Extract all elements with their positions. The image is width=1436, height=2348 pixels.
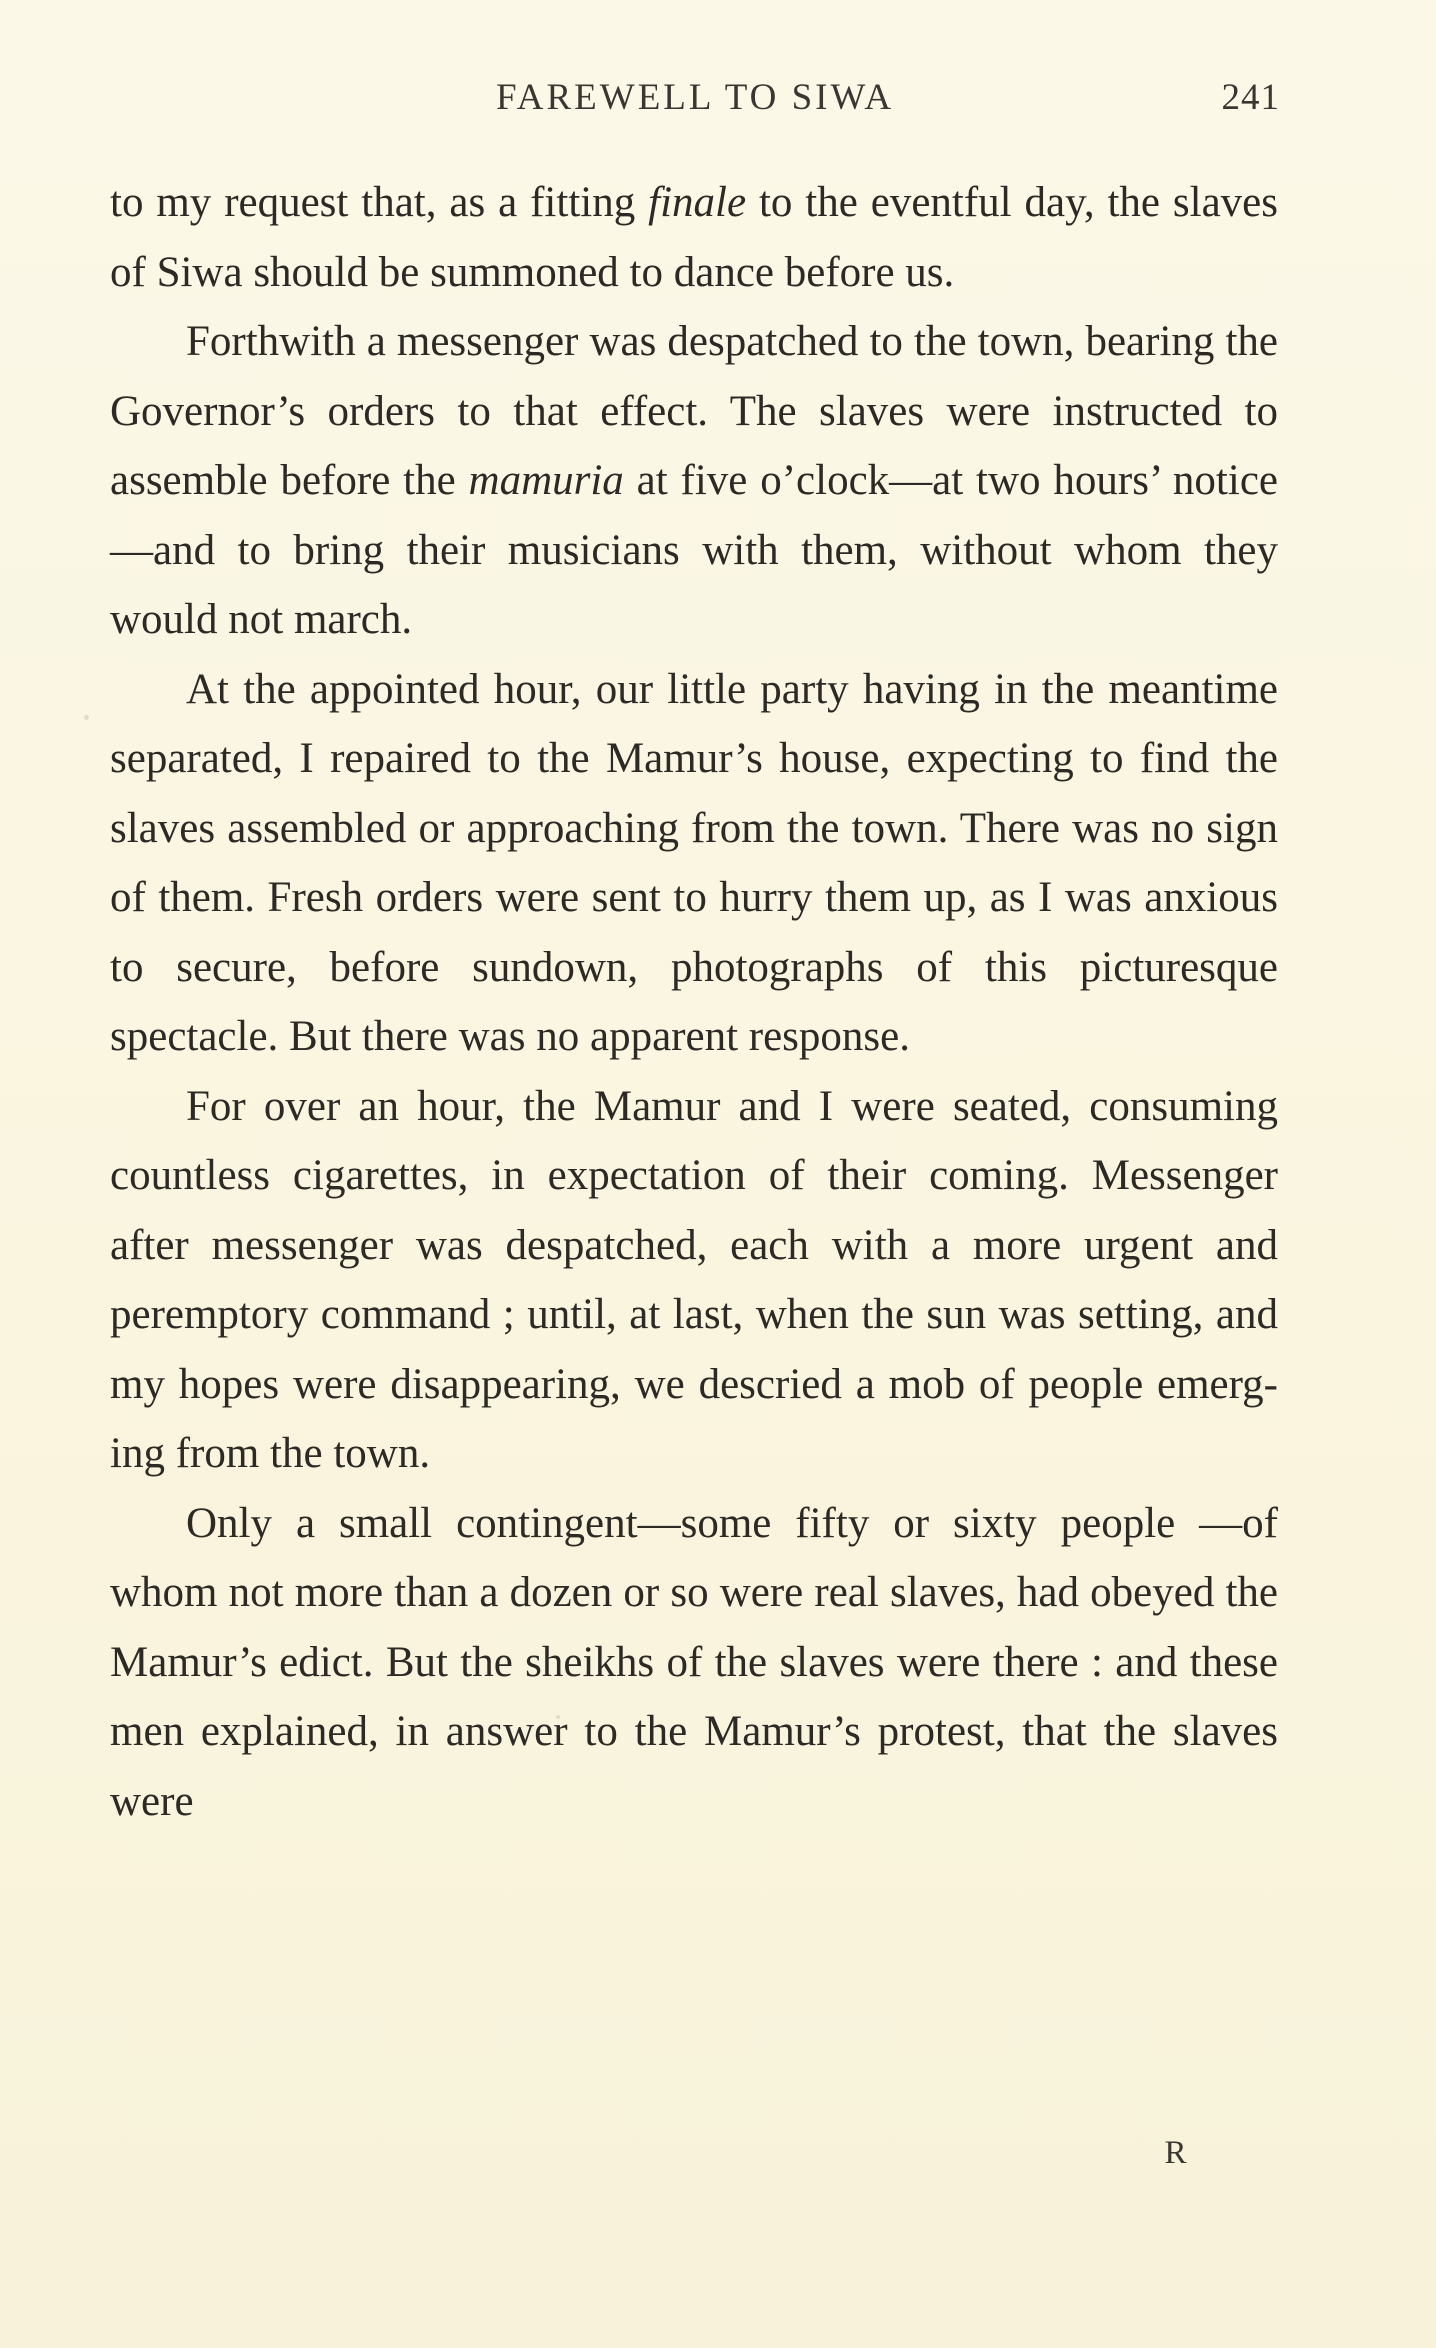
text-segment: at five o’clock—at two hours’ notice—and to bring their musicians with them, without whom they would not march. (110, 457, 1278, 643)
page-number: 241 (1221, 77, 1280, 118)
paper-speck (84, 715, 89, 720)
italic-term: mamuria (468, 457, 624, 504)
body-text (110, 168, 1278, 1836)
chapter-running-title: FAREWELL TO SIWA (495, 77, 895, 118)
italic-term: finale (648, 179, 747, 226)
text-segment: Forthwith a messenger was despatched to the town, bearing the Governor’s orders to that effect. The slaves were instructed to assemble before the (110, 318, 1278, 504)
text-segment: to the eventful day, the slaves of Siwa should be summoned to dance before us. (110, 179, 1278, 296)
paragraph-2 (110, 307, 1278, 655)
paragraph-4 (110, 1072, 1278, 1489)
running-head (110, 72, 1280, 124)
paragraph-5 (110, 1489, 1278, 1837)
text-segment: For over an hour, the Mamur and I were seated, consuming countless cigarettes, in expectation of their coming. Messenger after messenger was despatched, each with a more urgent and peremptory command ; until, at last, when the sun was setting, and my hopes were disappearing, we descried a mob of people emerg-ing from the town. (110, 1082, 1278, 1477)
text-segment: Only a small contingent—some fifty or sixty people —of whom not more than a dozen or so were real slaves, had obeyed the Mamur’s edict. But the sheikhs of the slaves were there : and these men explained, in answer to the Mamur’s protest, that the slaves were (110, 1499, 1278, 1825)
text-segment: to my request that, as a fitting (110, 179, 649, 226)
paragraph-1 (110, 168, 1278, 307)
signature-mark: R (1164, 2135, 1188, 2171)
paragraph-3 (110, 655, 1278, 1072)
text-segment: At the appointed hour, our little party having in the meantime separated, I repaired to the Mamur’s house, expecting to find the slaves assembled or approaching from the town. There was no sign of them. Fresh orders were sent to hurry them up, as I was anxious to secure, before sundown, photographs of this picturesque spectacle. But there was no apparent response. (110, 665, 1278, 1060)
